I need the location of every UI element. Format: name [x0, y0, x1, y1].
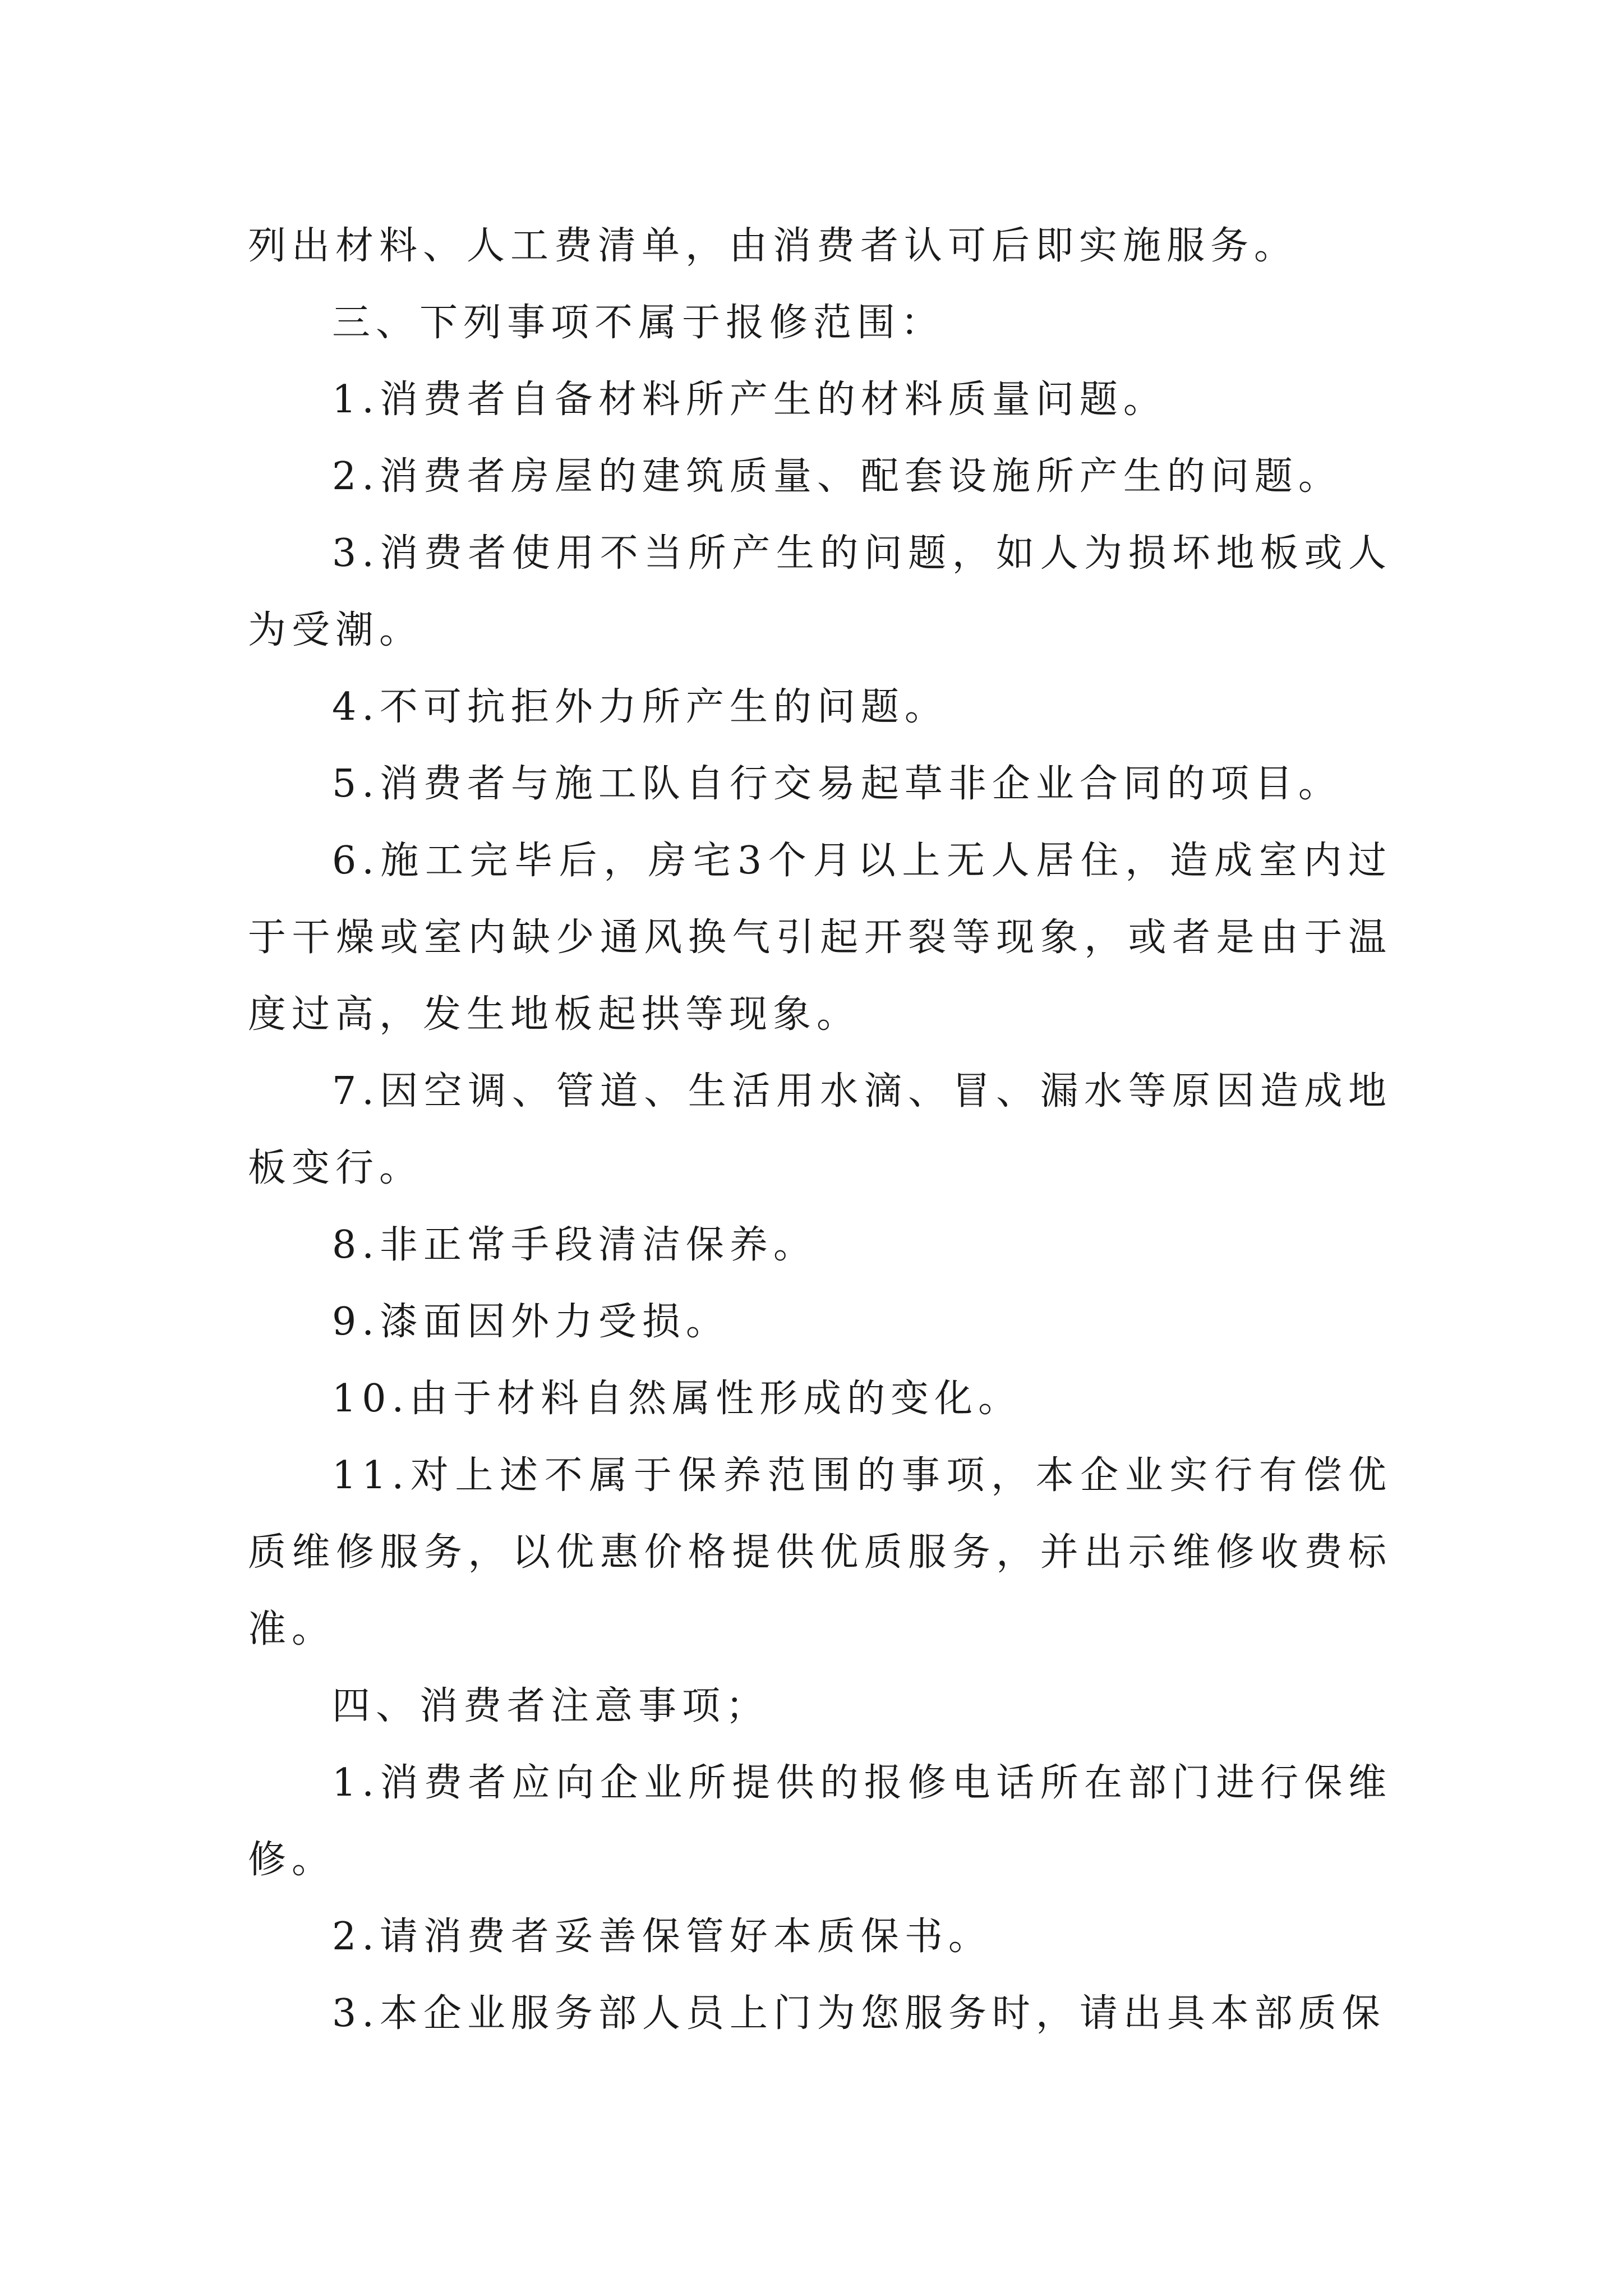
paragraph-6: 4.不可抗拒外力所产生的问题。	[332, 685, 948, 729]
paragraph-16: 2.请消费者妥善保管好本质保书。	[332, 1915, 992, 1959]
paragraph-7: 5.消费者与施工队自行交易起草非企业合同的项目。	[332, 762, 1342, 806]
paragraph-11: 9.漆面因外力受损。	[332, 1300, 730, 1344]
paragraph-8: 6.施工完毕后，房宅3个月以上无人居住，造成室内过于干燥或室内缺少通风换气引起开裂等现象，或者是由于温度过高，发生地板起拱等现象。	[248, 839, 1392, 1037]
paragraph-2: 三、下列事项不属于报修范围：	[332, 301, 945, 345]
paragraph-4: 2.消费者房屋的建筑质量、配套设施所产生的问题。	[332, 454, 1342, 499]
paragraph-1: 列出材料、人工费清单，由消费者认可后即实施服务。	[248, 224, 1298, 268]
paragraph-13: 11.对上述不属于保养范围的事项，本企业实行有偿优质维修服务，以优惠价格提供优质服务，并出示维修收费标准。	[248, 1453, 1392, 1651]
paragraph-17: 3.本企业服务部人员上门为您服务时，请出具本部质保	[332, 1991, 1386, 2036]
paragraph-9: 7.因空调、管道、生活用水滴、冒、漏水等原因造成地板变行。	[248, 1069, 1392, 1190]
paragraph-3: 1.消费者自备材料所产生的材料质量问题。	[332, 378, 1167, 422]
paragraph-10: 8.非正常手段清洁保养。	[332, 1223, 817, 1267]
paragraph-14: 四、消费者注意事项；	[332, 1684, 770, 1728]
paragraph-12: 10.由于材料自然属性形成的变化。	[332, 1377, 1022, 1421]
document-body	[248, 208, 1392, 2052]
paragraph-15: 1.消费者应向企业所提供的报修电话所在部门进行保维修。	[248, 1761, 1392, 1882]
paragraph-5: 3.消费者使用不当所产生的问题，如人为损坏地板或人为受潮。	[248, 531, 1392, 652]
